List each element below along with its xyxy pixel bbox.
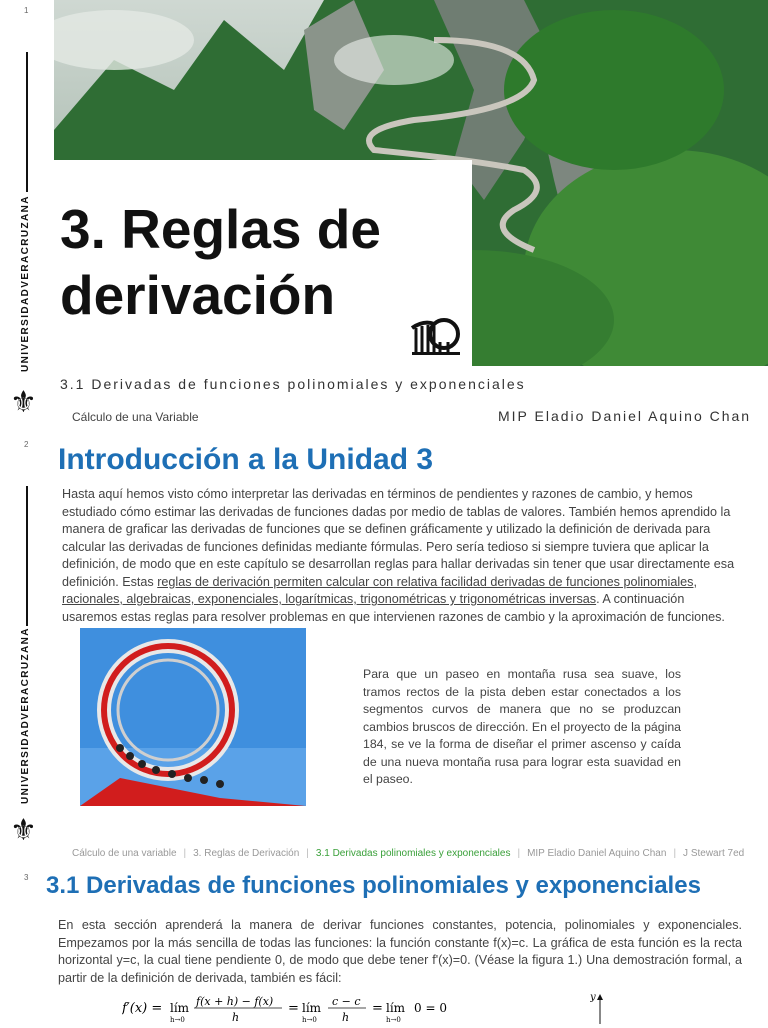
cover-course: Cálculo de una Variable [72,410,199,424]
svg-text:h→0: h→0 [302,1016,317,1024]
cover-subtitle: 3.1 Derivadas de funciones polinomiales y exponenciales [60,376,526,392]
section-heading: 3.1 Derivadas de funciones polinomiales y exponenciales [46,872,701,899]
intro-underlined: reglas de derivación permiten calcular con relativa facilidad derivadas de funciones polinomiales, racionales, algebraicas, exponenciales, logarítmicas, trigonométricas y trigonométricas inversas [62,574,697,606]
svg-text:h: h [342,1011,350,1024]
svg-text:lím: lím [386,1001,406,1015]
fleur-de-lis-icon: ⚜ [10,814,37,847]
svg-text:h: h [232,1011,240,1024]
cover-author: MIP Eladio Daniel Aquino Chan [498,408,752,424]
svg-text:=: = [372,1001,383,1016]
intro-heading: Introducción a la Unidad 3 [58,443,434,476]
page-number: 3 [24,873,29,882]
page-number: 1 [24,6,29,15]
title-line-1: 3. Reglas de [60,198,381,260]
footer-section: 3.1 Derivadas polinomiales y exponenciales [315,848,511,859]
university-label: UNIVERSIDADVERACRUZANA [20,195,31,372]
coaster-caption: Para que un paseo en montaña rusa sea suave, los tramos rectos de la pista deben estar conectados a los segmentos curvos de manera que no se produzcan cambios bruscos de dirección. En el proyecto de la página 184, se ve la forma de diseñar el primer ascenso y caída de una nueva montaña rusa para lograr esta suavidad en el paseo. [363,667,681,786]
footer-course: Cálculo de una variable [72,848,177,859]
svg-text:h→0: h→0 [386,1016,401,1024]
svg-text:lím: lím [170,1001,190,1015]
cover-title [60,196,381,328]
footer-author: MIP Eladio Daniel Aquino Chan [527,848,667,859]
svg-text:0 = 0: 0 = 0 [414,1001,447,1015]
sidebar [0,440,52,870]
roller-coaster-photo [80,628,306,806]
footer-chapter: 3. Reglas de Derivación [193,848,300,859]
footer-reference: J Stewart 7ed [683,848,745,859]
svg-text:f(x + h) − f(x): f(x + h) − f(x) [196,995,274,1008]
section-paragraph: En esta sección aprenderá la manera de derivar funciones constantes, potencia, polinomiales y exponenciales. Empezamos por la más sencilla de todas las funciones: la función constante f(x)=c. La gráfica de esta función es la recta horizontal y=c, la cual tiene pendiente 0, de modo que debe tener f'(x)=0. (Véase la figura 1.) Una demostración formal, a partir de la definición de derivada, también es fácil: [58,918,742,985]
roller-coaster-icon [410,314,462,361]
university-label: UNIVERSIDADVERACRUZANA [20,627,31,804]
sidebar [0,0,52,440]
svg-text:h→0: h→0 [170,1016,185,1024]
svg-text:=: = [288,1001,299,1016]
svg-text:y: y [590,992,596,1003]
title-line-2: derivación [60,264,336,326]
fleur-de-lis-icon: ⚜ [10,386,37,419]
footer: Cálculo de una variable | 3. Reglas de Derivación | 3.1 Derivadas polinomiales y exponenciales | MIP Eladio Daniel Aquino Chan | J Stewart 7ed [72,848,745,859]
intro-paragraph: Hasta aquí hemos visto cómo interpretar las derivadas en términos de pendientes y razones de cambio, y hemos estudiado cómo estimar las derivadas de funciones dadas por medio de tablas de valores. También hemos aprendido la manera de graficar las derivadas de funciones que se definen gráficamente y utilizado la definición de derivada para calcular las derivadas de funciones definidas mediante fórmulas. Pero sería tedioso si siempre tuviera que aplicar la definición, de modo que en este capítulo se desarrollan reglas para hallar derivadas sin tener que usar directamente esa definición. Estas reglas de derivación permiten calcular con relativa facilidad derivadas de funciones polinomiales, racionales, algebraicas, exponenciales, logarítmicas, trigonométricas y trigonométricas inversas. A continuación usaremos estas reglas para resolver problemas en que intervienen razones de cambio y la aproximación de funciones. [62,487,735,624]
svg-text:c − c: c − c [332,995,361,1008]
derivative-formula [122,994,452,1028]
svg-text:lím: lím [302,1001,322,1015]
figure-y-axis [590,990,610,1027]
page-number: 2 [24,440,29,449]
svg-text:f′(x) =: f′(x) = [122,1001,163,1016]
